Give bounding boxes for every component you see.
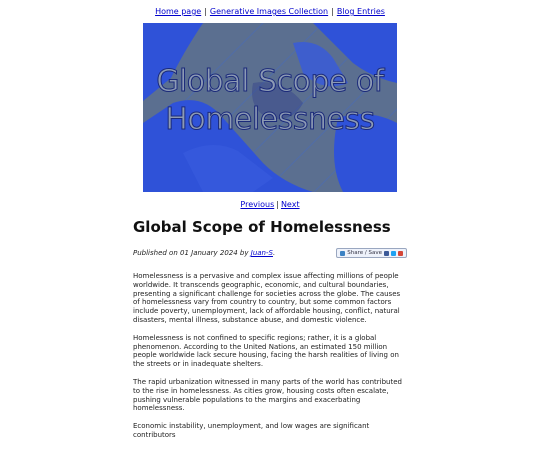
published-date-text: Published on 01 January 2024 by [133, 249, 251, 257]
previous-link[interactable]: Previous [240, 200, 275, 209]
hero-title-line-2: Homelessness [165, 102, 375, 137]
nav-separator: | [204, 7, 207, 16]
article-meta [133, 249, 408, 259]
blog-entries-link[interactable]: Blog Entries [336, 7, 385, 16]
article-body [133, 272, 408, 440]
next-link[interactable]: Next [280, 200, 300, 209]
facebook-icon [384, 251, 389, 256]
top-navigation [0, 7, 540, 16]
article-paragraph: The rapid urbanization witnessed in many parts of the world has contributed to the rise in homelessness. As cities grow, housing costs often escalate, pushing vulnerable populations to the margins and exacerbating homelessness. [133, 377, 402, 413]
hero-title [143, 63, 397, 139]
share-save-button[interactable] [336, 248, 407, 258]
published-suffix: . [272, 249, 276, 257]
share-icon [340, 251, 345, 256]
nav-separator: | [331, 7, 334, 16]
article [133, 218, 408, 449]
article-paragraph: Homelessness is a pervasive and complex issue affecting millions of people worldwide. It transcends geographic, economic, and cultural boundaries, presenting a significant challenge for societies across the globe. The causes of homelessness vary from country to country, but some common factors include poverty, unemployment, lack of affordable housing, conflict, natural disasters, mental illness, substance abuse, and domestic violence. [133, 272, 401, 324]
hero-title-line-1: Global Scope of [156, 64, 384, 99]
article-paragraph: Economic instability, unemployment, and low wages are significant contributors [133, 422, 370, 439]
article-paragraph: Homelessness is not confined to specific regions; rather, it is a global phenomenon. According to the United Nations, an estimated 150 million people worldwide lack secure housing, facing the harsh realities of living on the streets or in inadequate shelters. [133, 333, 399, 369]
hero-image [143, 23, 397, 192]
twitter-icon [391, 251, 396, 256]
share-save-label: Share / Save [347, 250, 382, 256]
pager [0, 200, 540, 209]
generative-images-collection-link[interactable]: Generative Images Collection [209, 7, 329, 16]
author-link[interactable]: Juan-S [250, 249, 273, 257]
email-icon [398, 251, 403, 256]
article-title: Global Scope of Homelessness [133, 218, 391, 236]
home-page-link[interactable]: Home page [155, 7, 202, 16]
pager-separator: | [276, 200, 279, 209]
